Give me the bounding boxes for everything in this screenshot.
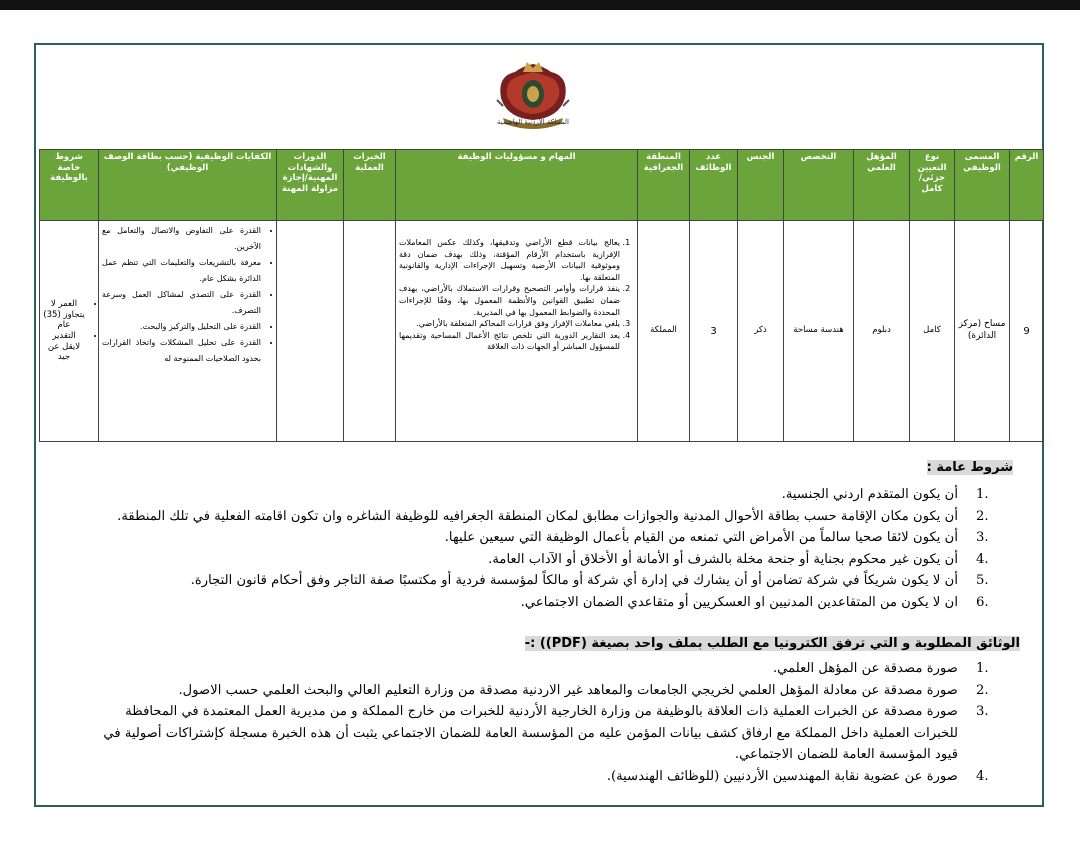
item-text: صورة مصدقة عن المؤهل العلمي. [772,661,958,676]
header-title: المسمى الوظيفي [955,150,1010,221]
item-number: .3 [976,704,989,720]
table-header-row [40,150,1044,221]
item-text: صورة مصدقة عن معادلة المؤهل العلمي لخريجي الجامعات والمعاهد غير الاردنية مصدقة من وزارة التعليم العالي والبحث العلمي حسب الاصول. [178,682,958,698]
list-item [78,484,998,506]
list-item [78,592,998,614]
header-competencies: الكفايات الوظيفية (حسب بطاقة الوصف الوظيفي) [99,150,277,221]
duty-item: 3. يلغي معاملات الإفراز وفق قرارات المحاكم المتعلقة بالأراضي. [399,318,620,330]
cell-specialization: هندسة مساحة [784,221,854,442]
header-experience: الخبرات العملية [344,150,396,221]
header-duties: المهام و مسؤوليات الوظيفة [396,150,638,221]
cell-experience [344,221,396,442]
list-item [78,701,998,766]
item-number: .4 [976,551,989,567]
special-condition-item: • التقدير لايقل عن جيد [43,331,85,363]
header-courses: الدورات والشهادات المهنية/إجازة مزاولة المهنة [277,150,344,221]
general-conditions-title: شروط عامة : [926,460,1013,475]
header-gender: الجنس [738,150,784,221]
required-documents-list [78,658,998,788]
cell-appointment-type: كامل [910,221,955,442]
cell-region: المملكة [638,221,690,442]
item-number: .2 [976,508,989,524]
duty-item: 2. ينفذ قرارات وأوامر التصحيح وقرارات الاستملاك بالأراضي، بهدف ضمان تطبيق القوانين والأنظمة المعمول بها، وفقًا للإجراءات المحددة والضوابط المعمول بها في المديرية. [399,283,620,318]
competency-item: • القدرة على التصدي لمشاكل العمل وسرعة التصرف. [102,287,261,319]
cell-gender: ذكر [738,221,784,442]
item-text: ان لا يكون من المتقاعدين المدنيين او العسكريين أو متقاعدي الضمان الاجتماعي. [520,594,958,610]
special-conditions-list [43,299,95,363]
cell-count: 3 [690,221,738,442]
table-row [40,221,1044,442]
duties-list [399,237,634,353]
list-item [78,549,998,571]
list-item [78,658,998,680]
crest-caption: المملكة الأردنية الهاشمية [496,118,570,126]
duty-item: 4. يعد التقارير الدورية التي تلخص نتائج الأعمال المساحية وتقديمها للمسؤول المباشر أو الجهات ذات العلاقة [399,330,620,353]
cell-qualification: دبلوم [854,221,910,442]
item-text: أن لا يكون شريكاً في شركة تضامن أو أن يشارك في إدارة أي شركة أو مالكاً لمؤسسة فردية أو مكتسبًا صفة التاجر وفق أحكام قانون التجارة. [190,573,958,589]
list-item [78,570,998,592]
competency-item: • القدرة على تحليل المشكلات واتخاذ القرارات بحدود الصلاحيات الممنوحة له [102,335,261,367]
list-item [78,766,998,788]
header-count: عدد الوظائف [690,150,738,221]
item-text: أن يكون لائقا صحيا سالماً من الأمراض التي تمنعه من القيام بأعمال الوظيفة التي سيعين عليها. [444,530,958,546]
header-qualification: المؤهل العلمي [854,150,910,221]
item-number: .3 [976,530,989,546]
top-bar [0,0,1080,10]
item-text: صورة عن عضوية نقابة المهندسين الأردنيين (للوظائف الهندسية). [606,768,958,784]
header-appointment-type: نوع التعيين جزئي/ كامل [910,150,955,221]
item-text: أن يكون المتقدم اردني الجنسية. [781,487,958,502]
header-number: الرقم [1010,150,1044,221]
item-number: .4 [976,768,989,784]
list-item [78,527,998,549]
list-item [78,680,998,702]
list-item [78,506,998,528]
general-conditions-list [78,484,998,614]
item-text: أن يكون غير محكوم بجناية أو جنحة مخلة بالشرف أو الأمانة أو الأخلاق أو الآداب العامة. [488,551,958,567]
required-documents-title: الوثائق المطلوبة و التي ترفق الكترونيا مع الطلب بملف واحد بصيغة (PDF)) :- [524,636,1020,651]
header-special-conditions: شروط خاصة بالوظيفة [40,150,99,221]
item-number: .2 [976,682,989,698]
competency-item: • القدرة على التحليل والتركيز والبحث. [102,319,261,335]
item-number: .5 [976,573,989,589]
item-number: .1 [976,487,989,502]
cell-competencies [99,221,277,442]
item-text: أن يكون مكان الإقامة حسب بطاقة الأحوال المدنية والجوازات مطابق لمكان المنطقة الجغرافيه للوظيفة الشاغره وان تكون اقامته الفعلية في تلك المنطقة. [117,508,958,524]
special-condition-item: • العمر لا يتجاوز (35) عام [43,299,85,331]
competency-item: • القدرة على التفاوض والاتصال والتعامل مع الآخرين. [102,223,261,255]
cell-number: 9 [1010,221,1044,442]
cell-special-conditions [40,221,99,442]
competencies-list [102,223,273,367]
duty-item: 1. يعالج بيانات قطع الأراضي وتدقيقها، وكذلك عكس المعاملات الإفرازية باستخدام الأرقام المؤقتة، وذلك بهدف ضمان دقة وموثوقية البيانات الأرضية وتسهيل الإجراءات الإدارية والقانونية المتعلقة بها. [399,237,620,283]
cell-title: مساح (مركز الدائرة) [955,221,1010,442]
jobs-table [39,149,1044,442]
competency-item: • معرفة بالتشريعات والتعليمات التي تنظم عمل الدائرة بشكل عام. [102,255,261,287]
header-region: المنطقة الجغرافية [638,150,690,221]
cell-duties [396,221,638,442]
item-text: صورة مصدقة عن الخبرات العملية ذات العلاقة بالوظيفة من وزارة الخارجية الأردنية للخبرات من خارج المملكة و من مديرية العمل المعتمدة في المحافظة للخبرات العملية داخل المملكة مع ارفاق كشف بيانات المؤمن عليه من المؤسسة العامة للضمان الاجتماعي يثبت أن هذه الخبرة مسجلة كإشتراكات أصولية في قيود المؤسسة العامة للضمان الاجتماعي. [103,704,958,763]
header-specialization: التخصص [784,150,854,221]
item-number: .6 [976,594,989,610]
item-number: .1 [976,661,989,676]
cell-courses [277,221,344,442]
